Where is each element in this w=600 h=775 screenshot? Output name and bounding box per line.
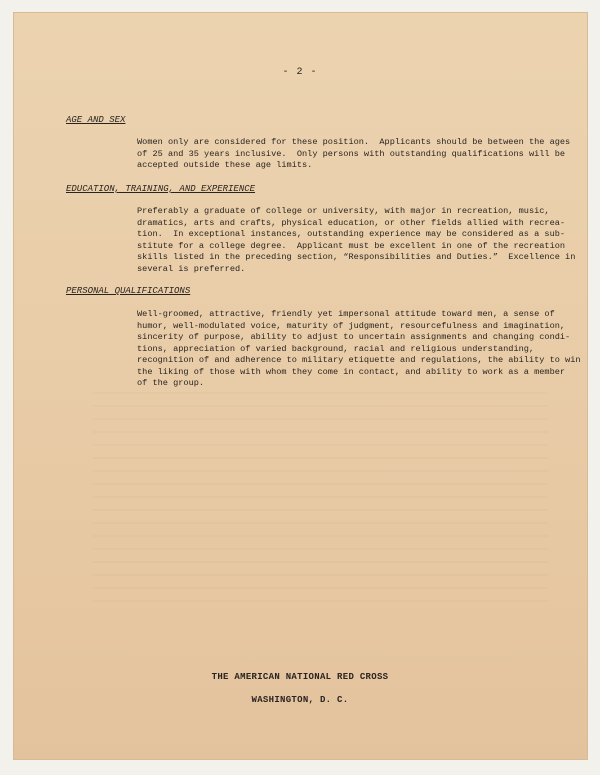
- text-line: several is preferred.: [137, 263, 246, 274]
- text-line: accepted outside these age limits.: [137, 160, 313, 170]
- text-line: Well-groomed, attractive, friendly yet impersonal attitude toward men, a sense of: [137, 309, 555, 319]
- section-body-education: [137, 206, 576, 275]
- text-line: humor, well-modulated voice, maturity of judgment, resourcefulness and imagination,: [137, 320, 566, 331]
- section-heading-education: EDUCATION, TRAINING, AND EXPERIENCE: [66, 184, 256, 194]
- text-line: tions, appreciation of varied background, racial and religious understanding,: [137, 343, 535, 354]
- text-line: of the group.: [137, 378, 205, 388]
- section-body-age-and-sex: [137, 137, 571, 172]
- organization-name: THE AMERICAN NATIONAL RED CROSS: [211, 672, 389, 682]
- section-body-personal-qualifications: [137, 309, 581, 390]
- show-through-texture: [93, 392, 548, 612]
- text-line: skills listed in the preceding section, “Responsibilities and Duties.” Excellence in: [137, 252, 576, 262]
- text-line: the liking of those with whom they come in contact, and ability to work as a member: [137, 366, 566, 377]
- text-line: tion. In exceptional instances, outstanding experience may be considered as a sub-: [137, 229, 566, 239]
- text-line: sincerity of purpose, ability to adjust to uncertain assignments and changing condi-: [137, 332, 571, 342]
- text-line: Women only are considered for these position. Applicants should be between the ages: [137, 137, 571, 147]
- text-line: dramatics, arts and crafts, physical education, or other fields allied with recrea-: [137, 217, 566, 228]
- text-line: recognition of and adherence to military etiquette and regulations, the ability to win: [137, 355, 581, 365]
- section-heading-personal-qualifications: PERSONAL QUALIFICATIONS: [66, 286, 191, 296]
- text-line: stitute for a college degree. Applicant must be excellent in one of the recreation: [137, 240, 566, 251]
- page-number: - 2 -: [282, 67, 318, 78]
- text-line: of 25 and 35 years inclusive. Only persons with outstanding qualifications will be: [137, 148, 566, 159]
- section-heading-age-and-sex: AGE AND SEX: [66, 115, 126, 125]
- organization-location: WASHINGTON, D. C.: [251, 695, 349, 705]
- text-line: Preferably a graduate of college or university, with major in recreation, music,: [137, 206, 550, 216]
